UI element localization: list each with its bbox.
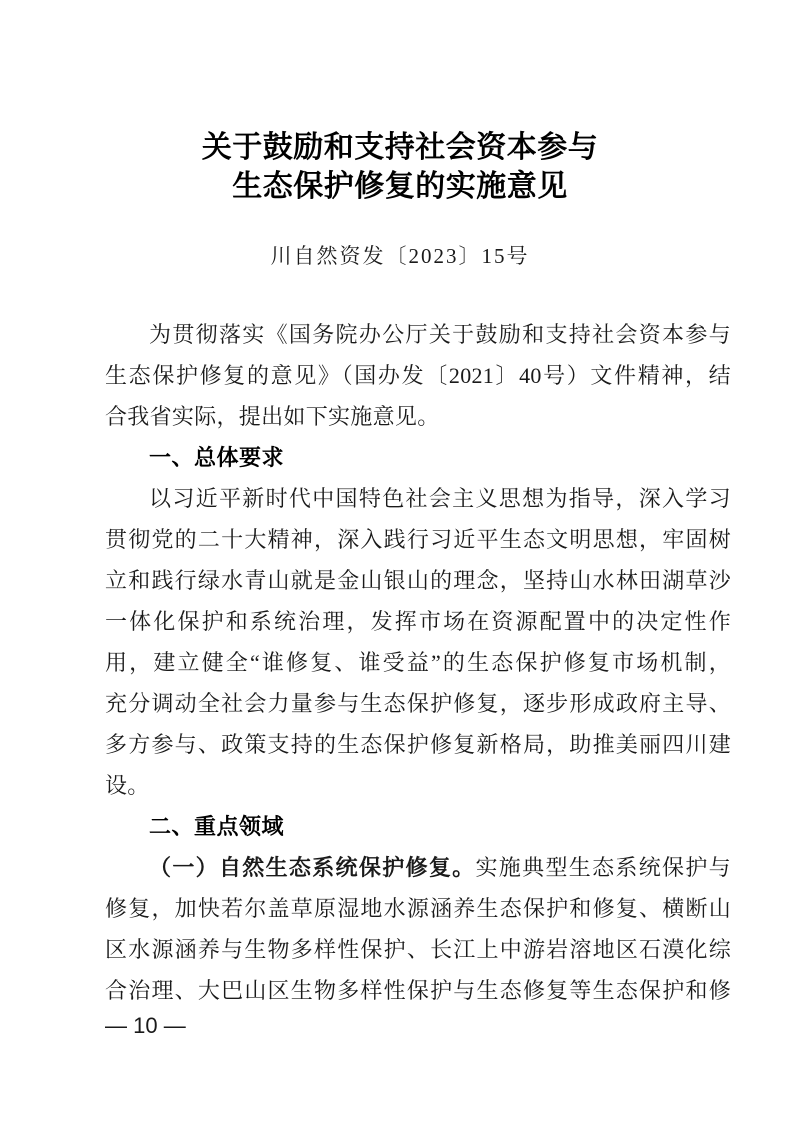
- section-heading: 一、总体要求: [149, 445, 285, 470]
- body-line: 区水源涵养与生物多样性保护、长江上中游岩溶地区石漠化综: [105, 937, 731, 962]
- section-heading: 二、重点领域: [149, 814, 285, 839]
- document-body: [105, 314, 731, 1011]
- body-line: 一体化保护和系统治理，发挥市场在资源配置中的决定性作: [105, 609, 731, 634]
- document-title-line-1: 关于鼓励和支持社会资本参与: [201, 131, 599, 164]
- body-line: 用，建立健全“谁修复、谁受益”的生态保护修复市场机制，: [105, 650, 731, 675]
- body-line: 为贯彻落实《国务院办公厅关于鼓励和支持社会资本参与: [149, 322, 731, 347]
- body-line: 修复，加快若尔盖草原湿地水源涵养生态保护和修复、横断山: [105, 896, 731, 921]
- body-line: 贯彻党的二十大精神，深入践行习近平生态文明思想，牢固树: [105, 527, 731, 552]
- page-footer: [105, 1012, 186, 1040]
- body-line: 生态保护修复的意见》（国办发〔2021〕40号）文件精神，结: [105, 363, 731, 388]
- page-number: — 10 —: [105, 1013, 186, 1038]
- body-line: 多方参与、政策支持的生态保护修复新格局，助推美丽四川建: [105, 732, 731, 757]
- document-title: [0, 128, 800, 206]
- subsection-lead: （一）自然生态系统保护修复。: [149, 855, 476, 880]
- body-line: 充分调动全社会力量参与生态保护修复，逐步形成政府主导、: [105, 691, 731, 716]
- document-number: 川自然资发〔2023〕15号: [270, 244, 530, 268]
- body-line: 合我省实际，提出如下实施意见。: [105, 404, 440, 429]
- body-line: （一）自然生态系统保护修复。实施典型生态系统保护与: [149, 855, 731, 880]
- body-line: 设。: [105, 773, 150, 798]
- body-line: 合治理、大巴山区生物多样性保护与生态修复等生态保护和修: [105, 978, 731, 1003]
- document-title-line-2: 生态保护修复的实施意见: [232, 170, 568, 203]
- body-line: 立和践行绿水青山就是金山银山的理念，坚持山水林田湖草沙: [105, 568, 731, 593]
- body-line: 以习近平新时代中国特色社会主义思想为指导，深入学习: [149, 486, 731, 511]
